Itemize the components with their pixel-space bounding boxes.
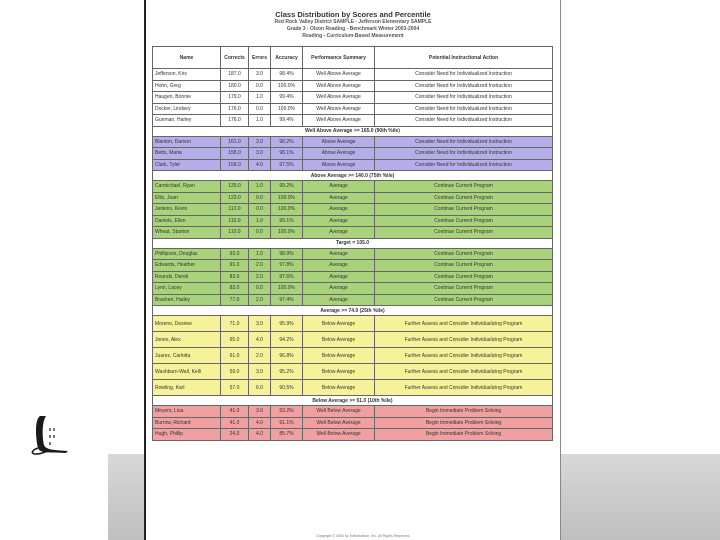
cell-action: Consider Need for Individualized Instruction bbox=[375, 80, 553, 92]
cell-action: Further Assess and Consider Individualizing Program bbox=[375, 316, 553, 332]
cell-errors: 1.0 bbox=[249, 115, 271, 127]
cell-action: Further Assess and Consider Individualizing Program bbox=[375, 348, 553, 364]
table-row bbox=[153, 227, 553, 239]
cell-name: Bracken, Hailey bbox=[153, 294, 221, 306]
cell-accuracy: 94.2% bbox=[271, 332, 303, 348]
cell-errors: 3.0 bbox=[249, 69, 271, 81]
header-row bbox=[153, 47, 553, 69]
cell-name: Blanton, Damon bbox=[153, 136, 221, 148]
cell-name: Gunman, Harley bbox=[153, 115, 221, 127]
group-divider bbox=[153, 396, 553, 406]
cell-summary: Above Average bbox=[303, 159, 375, 171]
cell-corrects: 180.0 bbox=[221, 80, 249, 92]
table-row bbox=[153, 417, 553, 429]
cell-summary: Well Above Average bbox=[303, 92, 375, 104]
cell-name: Phillipson, Douglas bbox=[153, 248, 221, 260]
cell-corrects: 65.0 bbox=[221, 332, 249, 348]
report-subtitle-2: Grade 3 - Olson Reading - Benchmark Winter 2003-2004 bbox=[286, 26, 420, 32]
cell-action: Continue Current Program bbox=[375, 248, 553, 260]
cell-accuracy: 97.5% bbox=[271, 159, 303, 171]
cell-accuracy: 97.4% bbox=[271, 294, 303, 306]
group-divider-label: Target = 105.0 bbox=[153, 238, 553, 248]
cell-errors: 3.0 bbox=[249, 406, 271, 418]
cell-errors: 1.0 bbox=[249, 181, 271, 193]
cell-accuracy: 97.6% bbox=[271, 271, 303, 283]
cell-corrects: 161.0 bbox=[221, 136, 249, 148]
cell-name: Lynn, Lacey bbox=[153, 283, 221, 295]
cell-action: Continue Current Program bbox=[375, 260, 553, 272]
cell-summary: Average bbox=[303, 294, 375, 306]
table-row bbox=[153, 115, 553, 127]
cell-action: Further Assess and Consider Individualizing Program bbox=[375, 332, 553, 348]
group-divider-label: Well Above Average >= 165.0 (90th %ile) bbox=[153, 126, 553, 136]
cell-corrects: 41.0 bbox=[221, 406, 249, 418]
cell-action: Continue Current Program bbox=[375, 271, 553, 283]
cell-corrects: 187.0 bbox=[221, 69, 249, 81]
cell-name: Juarez, Carlotta bbox=[153, 348, 221, 364]
cell-summary: Average bbox=[303, 260, 375, 272]
cell-summary: Average bbox=[303, 271, 375, 283]
group-divider-label: Above Average >= 140.0 (75th %ile) bbox=[153, 171, 553, 181]
cell-errors: 0.0 bbox=[249, 103, 271, 115]
report-title: Class Distribution by Scores and Percentile bbox=[275, 10, 431, 19]
cell-errors: 1.0 bbox=[249, 92, 271, 104]
cell-action: Begin Immediate Problem Solving bbox=[375, 406, 553, 418]
cell-summary: Well Above Average bbox=[303, 69, 375, 81]
cell-corrects: 123.0 bbox=[221, 192, 249, 204]
cell-corrects: 113.0 bbox=[221, 204, 249, 216]
distribution-table bbox=[152, 46, 553, 441]
cell-action: Continue Current Program bbox=[375, 294, 553, 306]
cell-summary: Well Below Average bbox=[303, 406, 375, 418]
header-corrects: Corrects bbox=[221, 47, 249, 69]
cell-errors: 0.0 bbox=[249, 283, 271, 295]
cell-action: Consider Need for Individualized Instruction bbox=[375, 69, 553, 81]
cell-action: Continue Current Program bbox=[375, 227, 553, 239]
cell-corrects: 176.0 bbox=[221, 103, 249, 115]
cell-errors: 4.0 bbox=[249, 429, 271, 441]
report-subtitle-3: Reading - Curriculum-Based Measurement bbox=[302, 33, 404, 39]
report-page bbox=[146, 0, 560, 540]
cell-action: Begin Immediate Problem Solving bbox=[375, 417, 553, 429]
cell-summary: Above Average bbox=[303, 136, 375, 148]
cell-summary: Well Above Average bbox=[303, 103, 375, 115]
cell-accuracy: 98.1% bbox=[271, 148, 303, 160]
cell-name: Rowling, Karl bbox=[153, 380, 221, 396]
cell-corrects: 158.0 bbox=[221, 148, 249, 160]
header-accuracy: Accuracy bbox=[271, 47, 303, 69]
table-row bbox=[153, 103, 553, 115]
cell-corrects: 93.0 bbox=[221, 248, 249, 260]
cell-errors: 2.0 bbox=[249, 271, 271, 283]
copyright-footer: Copyright © 2004 by Edformation, Inc. All Rights Reserved. bbox=[316, 534, 411, 538]
cell-errors: 0.0 bbox=[249, 192, 271, 204]
cell-name: Hohn, Greg bbox=[153, 80, 221, 92]
cell-action: Further Assess and Consider Individualizing Program bbox=[375, 380, 553, 396]
cell-errors: 3.0 bbox=[249, 364, 271, 380]
cell-errors: 3.0 bbox=[249, 136, 271, 148]
report-subtitle-1: Red Rock Valley District SAMPLE - Jefferson Elementary SAMPLE bbox=[274, 19, 432, 25]
cell-name: Carmichael, Ryan bbox=[153, 181, 221, 193]
cell-action: Consider Need for Individualized Instruction bbox=[375, 92, 553, 104]
cell-summary: Average bbox=[303, 204, 375, 216]
table-row bbox=[153, 364, 553, 380]
cell-summary: Well Above Average bbox=[303, 115, 375, 127]
cell-errors: 2.0 bbox=[249, 348, 271, 364]
publisher-logo-icon bbox=[26, 410, 78, 456]
cell-summary: Average bbox=[303, 283, 375, 295]
cell-name: Betts, Maria bbox=[153, 148, 221, 160]
cell-corrects: 83.0 bbox=[221, 271, 249, 283]
cell-corrects: 179.0 bbox=[221, 92, 249, 104]
cell-name: Daniels, Ellen bbox=[153, 215, 221, 227]
cell-corrects: 176.0 bbox=[221, 115, 249, 127]
cell-action: Continue Current Program bbox=[375, 192, 553, 204]
table-row bbox=[153, 260, 553, 272]
cell-name: Wheat, Stanton bbox=[153, 227, 221, 239]
table-row bbox=[153, 215, 553, 227]
cell-summary: Below Average bbox=[303, 316, 375, 332]
table-row bbox=[153, 271, 553, 283]
cell-accuracy: 99.1% bbox=[271, 215, 303, 227]
cell-errors: 4.0 bbox=[249, 417, 271, 429]
cell-action: Consider Need for Individualized Instruction bbox=[375, 136, 553, 148]
cell-corrects: 158.0 bbox=[221, 159, 249, 171]
cell-errors: 4.0 bbox=[249, 332, 271, 348]
cell-accuracy: 90.5% bbox=[271, 380, 303, 396]
cell-summary: Below Average bbox=[303, 332, 375, 348]
cell-summary: Well Above Average bbox=[303, 80, 375, 92]
cell-name: Edwards, Heather bbox=[153, 260, 221, 272]
publisher-logo bbox=[26, 410, 78, 456]
cell-name: Jenkins, Kevin bbox=[153, 204, 221, 216]
cell-accuracy: 100.0% bbox=[271, 227, 303, 239]
cell-corrects: 91.0 bbox=[221, 260, 249, 272]
cell-summary: Average bbox=[303, 192, 375, 204]
cell-errors: 6.0 bbox=[249, 380, 271, 396]
cell-name: Haugen, Bonnie bbox=[153, 92, 221, 104]
cell-action: Continue Current Program bbox=[375, 215, 553, 227]
cell-accuracy: 99.4% bbox=[271, 92, 303, 104]
group-divider-label: Below Average >= 51.0 (10th %ile) bbox=[153, 396, 553, 406]
cell-corrects: 59.0 bbox=[221, 364, 249, 380]
cell-errors: 3.0 bbox=[249, 316, 271, 332]
cell-accuracy: 85.7% bbox=[271, 429, 303, 441]
cell-accuracy: 100.0% bbox=[271, 80, 303, 92]
cell-summary: Well Below Average bbox=[303, 417, 375, 429]
cell-accuracy: 96.8% bbox=[271, 348, 303, 364]
group-divider bbox=[153, 238, 553, 248]
table-row bbox=[153, 181, 553, 193]
cell-errors: 0.0 bbox=[249, 204, 271, 216]
table-row bbox=[153, 204, 553, 216]
cell-corrects: 41.0 bbox=[221, 417, 249, 429]
cell-name: Hugh, Phillip bbox=[153, 429, 221, 441]
cell-name: Burrow, Richard bbox=[153, 417, 221, 429]
cell-accuracy: 100.0% bbox=[271, 283, 303, 295]
cell-accuracy: 99.2% bbox=[271, 181, 303, 193]
cell-action: Consider Need for Individualized Instruction bbox=[375, 159, 553, 171]
cell-summary: Average bbox=[303, 181, 375, 193]
table-row bbox=[153, 406, 553, 418]
cell-errors: 2.0 bbox=[249, 260, 271, 272]
cell-accuracy: 98.9% bbox=[271, 248, 303, 260]
table-row bbox=[153, 80, 553, 92]
table-body bbox=[153, 69, 553, 441]
cell-corrects: 71.0 bbox=[221, 316, 249, 332]
cell-errors: 3.0 bbox=[249, 148, 271, 160]
cell-name: Ellis, Joan bbox=[153, 192, 221, 204]
cell-action: Consider Need for Individualized Instruction bbox=[375, 148, 553, 160]
table-row bbox=[153, 283, 553, 295]
cell-summary: Below Average bbox=[303, 380, 375, 396]
cell-action: Begin Immediate Problem Solving bbox=[375, 429, 553, 441]
header-name: Name bbox=[153, 47, 221, 69]
cell-accuracy: 98.2% bbox=[271, 136, 303, 148]
cell-name: Rounds, Derek bbox=[153, 271, 221, 283]
cell-corrects: 110.0 bbox=[221, 215, 249, 227]
cell-summary: Average bbox=[303, 248, 375, 260]
cell-corrects: 125.0 bbox=[221, 181, 249, 193]
cell-errors: 2.0 bbox=[249, 294, 271, 306]
group-divider-label: Average >= 74.0 (25th %ile) bbox=[153, 306, 553, 316]
cell-name: Meyers, Lisa bbox=[153, 406, 221, 418]
cell-name: Jefferson, Kris bbox=[153, 69, 221, 81]
cell-corrects: 61.0 bbox=[221, 348, 249, 364]
cell-name: Clark, Tyler bbox=[153, 159, 221, 171]
group-divider bbox=[153, 126, 553, 136]
table-row bbox=[153, 159, 553, 171]
cell-name: Docker, Lindsey bbox=[153, 103, 221, 115]
cell-accuracy: 98.4% bbox=[271, 69, 303, 81]
table-row bbox=[153, 380, 553, 396]
cell-errors: 1.0 bbox=[249, 215, 271, 227]
cell-summary: Below Average bbox=[303, 348, 375, 364]
cell-action: Consider Need for Individualized Instruction bbox=[375, 103, 553, 115]
cell-errors: 1.0 bbox=[249, 248, 271, 260]
cell-summary: Well Below Average bbox=[303, 429, 375, 441]
cell-name: Washburn-Wall, Kelli bbox=[153, 364, 221, 380]
cell-corrects: 24.0 bbox=[221, 429, 249, 441]
cell-accuracy: 99.4% bbox=[271, 115, 303, 127]
table-row bbox=[153, 429, 553, 441]
cell-action: Continue Current Program bbox=[375, 181, 553, 193]
cell-accuracy: 100.0% bbox=[271, 204, 303, 216]
cell-corrects: 57.0 bbox=[221, 380, 249, 396]
table-row bbox=[153, 92, 553, 104]
cell-accuracy: 95.9% bbox=[271, 316, 303, 332]
table-row bbox=[153, 294, 553, 306]
cell-errors: 4.0 bbox=[249, 159, 271, 171]
cell-corrects: 83.0 bbox=[221, 283, 249, 295]
cell-summary: Above Average bbox=[303, 148, 375, 160]
cell-accuracy: 100.0% bbox=[271, 103, 303, 115]
cell-accuracy: 93.2% bbox=[271, 406, 303, 418]
table-row bbox=[153, 348, 553, 364]
cell-corrects: 110.0 bbox=[221, 227, 249, 239]
table-row bbox=[153, 69, 553, 81]
table-row bbox=[153, 136, 553, 148]
table-row bbox=[153, 248, 553, 260]
cell-corrects: 77.0 bbox=[221, 294, 249, 306]
header-action: Potential Instructional Action bbox=[375, 47, 553, 69]
table-row bbox=[153, 148, 553, 160]
table-row bbox=[153, 192, 553, 204]
cell-accuracy: 100.0% bbox=[271, 192, 303, 204]
cell-action: Consider Need for Individualized Instruction bbox=[375, 115, 553, 127]
cell-action: Continue Current Program bbox=[375, 204, 553, 216]
cell-action: Continue Current Program bbox=[375, 283, 553, 295]
header-summary: Performance Summary bbox=[303, 47, 375, 69]
cell-summary: Below Average bbox=[303, 364, 375, 380]
header-errors: Errors bbox=[249, 47, 271, 69]
group-divider bbox=[153, 306, 553, 316]
cell-name: Moreno, Desiree bbox=[153, 316, 221, 332]
table-row bbox=[153, 316, 553, 332]
cell-errors: 0.0 bbox=[249, 80, 271, 92]
table-row bbox=[153, 332, 553, 348]
cell-action: Further Assess and Consider Individualizing Program bbox=[375, 364, 553, 380]
cell-accuracy: 97.8% bbox=[271, 260, 303, 272]
cell-accuracy: 95.2% bbox=[271, 364, 303, 380]
cell-summary: Average bbox=[303, 227, 375, 239]
cell-name: Jones, Alex bbox=[153, 332, 221, 348]
cell-errors: 0.0 bbox=[249, 227, 271, 239]
group-divider bbox=[153, 171, 553, 181]
cell-accuracy: 91.1% bbox=[271, 417, 303, 429]
cell-summary: Average bbox=[303, 215, 375, 227]
